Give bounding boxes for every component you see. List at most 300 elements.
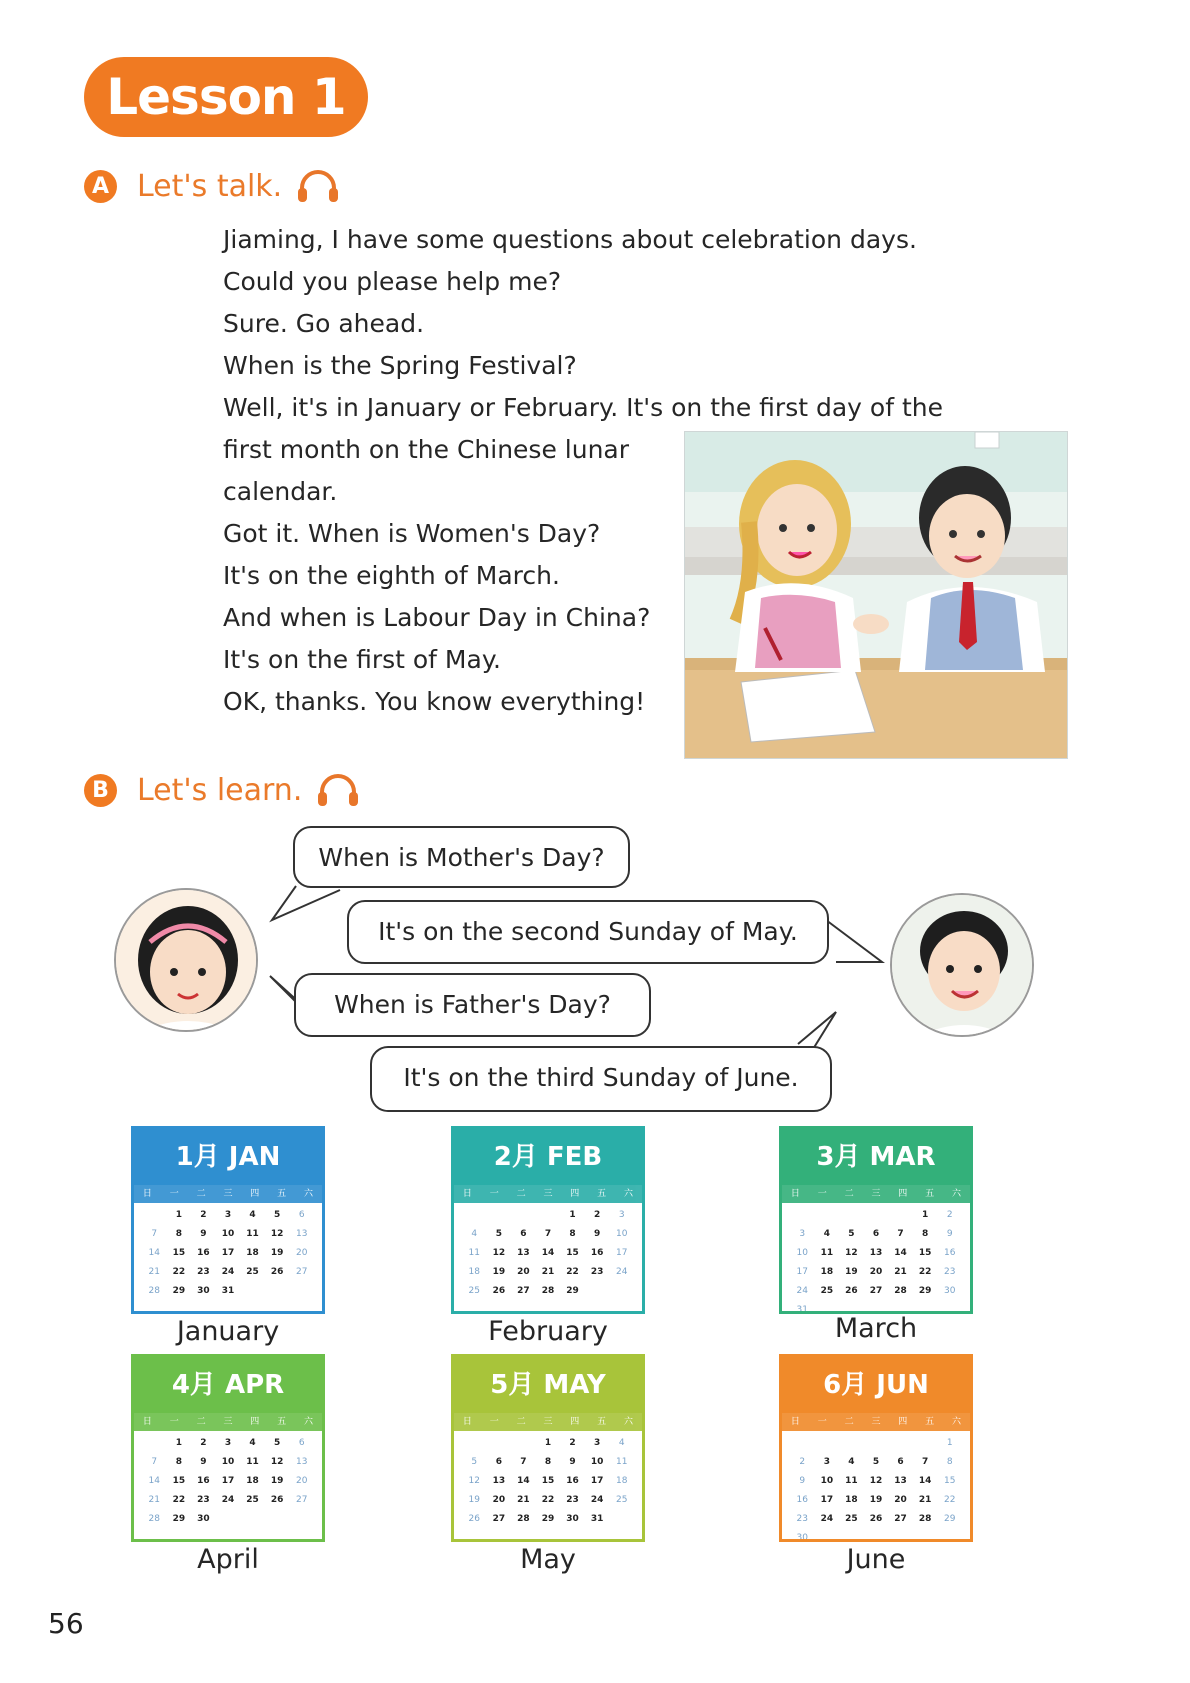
calendar-date: 11: [246, 1457, 259, 1467]
calendar-date: 24: [615, 1267, 628, 1277]
weekday-label: 二: [844, 1189, 854, 1199]
calendar-date: 4: [249, 1210, 256, 1220]
calendar-date: 15: [566, 1248, 579, 1258]
calendar-date: 18: [468, 1267, 480, 1277]
calendar-date: 25: [615, 1495, 628, 1505]
calendar-may: [451, 1354, 645, 1542]
weekday-label: 六: [951, 1189, 961, 1199]
calendar-date: 2: [200, 1210, 207, 1220]
calendar-dates: [134, 1203, 322, 1300]
calendar-date: 22: [541, 1495, 555, 1505]
calendar-date: 26: [270, 1495, 284, 1505]
calendar-date: 27: [492, 1514, 506, 1524]
month-label-june: June: [846, 1544, 906, 1575]
weekday-label: 五: [925, 1417, 935, 1427]
calendar-date: 23: [796, 1514, 808, 1524]
calendar-date: 19: [468, 1495, 480, 1505]
calendar-date: 18: [615, 1476, 628, 1486]
calendar-date: 5: [274, 1210, 281, 1220]
calendar-date: 10: [615, 1229, 628, 1239]
calendar-weekdays: [134, 1185, 322, 1203]
weekday-label: 三: [223, 1189, 233, 1199]
calendar-date: 8: [175, 1457, 182, 1467]
calendar-date: 22: [172, 1495, 186, 1505]
calendar-date: 1: [175, 1438, 182, 1448]
section-b-title: Let's learn.: [137, 772, 303, 808]
calendar-date: 28: [918, 1514, 932, 1524]
calendar-date: 15: [541, 1476, 555, 1486]
calendar-date: 22: [566, 1267, 579, 1277]
calendar-date: 7: [544, 1229, 552, 1239]
girl-avatar: [114, 888, 258, 1032]
calendar-date: 6: [298, 1438, 305, 1448]
calendar-date: 13: [492, 1476, 506, 1486]
calendar-header: 3月 MAR: [782, 1129, 970, 1185]
calendar-blank: [487, 1434, 512, 1452]
calendar-blank: [815, 1434, 840, 1452]
weekday-label: 四: [898, 1189, 908, 1199]
calendar-date: 24: [820, 1514, 834, 1524]
weekday-label: 二: [196, 1189, 206, 1199]
calendar-date: 10: [221, 1457, 235, 1467]
calendar-date: 4: [823, 1229, 830, 1239]
calendar-date: 1: [544, 1438, 552, 1448]
weekday-label: 二: [516, 1417, 526, 1427]
weekday-label: 四: [250, 1417, 260, 1427]
boy-avatar: [890, 893, 1034, 1037]
calendar-date: 22: [172, 1267, 186, 1277]
calendar-date: 14: [541, 1248, 555, 1258]
calendar-date: 17: [796, 1267, 808, 1277]
calendar-date: 5: [471, 1457, 478, 1467]
speech: Got it. When is Women's Day?: [223, 519, 601, 548]
calendar-date: 8: [569, 1229, 576, 1239]
calendar-blank: [487, 1206, 512, 1224]
calendar-header: 6月 JUN: [782, 1357, 970, 1413]
calendar-date: 27: [295, 1267, 308, 1277]
calendar-date: 21: [541, 1267, 555, 1277]
speech: When is the Spring Festival?: [223, 351, 577, 380]
calendar-february: [451, 1126, 645, 1314]
weekday-label: 日: [462, 1189, 472, 1199]
boy-face-image: [892, 895, 1034, 1037]
calendar-date: 6: [872, 1229, 880, 1239]
speech: OK, thanks. You know everything!: [223, 687, 646, 716]
calendar-dates: [134, 1431, 322, 1528]
calendar-date: 10: [820, 1476, 834, 1486]
calendar-date: 2: [200, 1438, 207, 1448]
calendar-date: 1: [922, 1210, 929, 1220]
calendar-date: 2: [594, 1210, 601, 1220]
calendar-date: 14: [148, 1248, 160, 1258]
calendar-date: 28: [148, 1286, 160, 1296]
calendar-date: 20: [295, 1476, 308, 1486]
calendar-date: 3: [618, 1210, 625, 1220]
calendar-date: 8: [544, 1457, 552, 1467]
page-number: 56: [48, 1607, 84, 1640]
calendar-date: 25: [820, 1286, 834, 1296]
calendar-date: 30: [566, 1514, 579, 1524]
calendar-date: 14: [918, 1476, 932, 1486]
speech: first month on the Chinese lunar: [223, 435, 630, 464]
calendar-date: 12: [270, 1229, 284, 1239]
calendar-date: 5: [848, 1229, 855, 1239]
calendar-date: 21: [148, 1495, 160, 1505]
calendar-date: 24: [221, 1495, 235, 1505]
calendar-dates: [454, 1431, 642, 1528]
calendar-date: 18: [845, 1495, 858, 1505]
calendar-date: 31: [796, 1305, 808, 1314]
weekday-label: 日: [142, 1417, 152, 1427]
speech: It's on the first of May.: [223, 645, 501, 674]
calendar-date: 27: [517, 1286, 530, 1296]
weekday-label: 六: [303, 1189, 313, 1199]
calendar-date: 27: [894, 1514, 907, 1524]
weekday-label: 三: [543, 1189, 553, 1199]
weekday-label: 一: [169, 1189, 179, 1199]
speech-bubble-question-2: When is Father's Day?: [294, 973, 651, 1037]
calendar-date: 29: [172, 1286, 186, 1296]
weekday-label: 二: [844, 1417, 854, 1427]
speech: It's on the eighth of March.: [223, 561, 560, 590]
calendar-date: 21: [918, 1495, 932, 1505]
speech: And when is Labour Day in China?: [223, 603, 651, 632]
calendar-weekdays: [454, 1185, 642, 1203]
calendar-date: 23: [943, 1267, 956, 1277]
calendar-date: 4: [249, 1438, 256, 1448]
calendar-blank: [511, 1206, 536, 1224]
calendar-date: 5: [872, 1457, 880, 1467]
calendar-date: 11: [468, 1248, 480, 1258]
calendar-date: 25: [845, 1514, 858, 1524]
calendar-blank: [839, 1434, 864, 1452]
calendar-june: [779, 1354, 973, 1542]
month-label-march: March: [834, 1313, 918, 1344]
calendar-header: 2月 FEB: [454, 1129, 642, 1185]
section-a-title: Let's talk.: [137, 168, 283, 204]
calendar-date: 12: [270, 1457, 284, 1467]
calendar-date: 15: [943, 1476, 956, 1486]
calendar-date: 15: [172, 1476, 186, 1486]
weekday-label: 一: [169, 1417, 179, 1427]
calendar-date: 20: [894, 1495, 907, 1505]
calendar-blank: [511, 1434, 536, 1452]
calendar-date: 11: [845, 1476, 858, 1486]
calendar-date: 21: [894, 1267, 907, 1277]
calendar-blank: [888, 1206, 913, 1224]
weekday-label: 四: [898, 1417, 908, 1427]
calendar-date: 19: [270, 1476, 284, 1486]
calendar-date: 21: [517, 1495, 530, 1505]
calendar-january: [131, 1126, 325, 1314]
calendar-blank: [790, 1434, 815, 1452]
weekday-label: 三: [543, 1417, 553, 1427]
weekday-label: 六: [303, 1417, 313, 1427]
section-a-letter: A: [84, 170, 117, 203]
weekday-label: 六: [951, 1417, 961, 1427]
weekday-label: 五: [597, 1189, 607, 1199]
calendar-date: 4: [618, 1438, 625, 1448]
calendar-blank: [913, 1434, 938, 1452]
speech: Jiaming, I have some questions about celebration days.: [223, 225, 917, 254]
speech-bubble-answer-1: It's on the second Sunday of May.: [347, 900, 829, 964]
calendar-weekdays: [782, 1413, 970, 1431]
calendar-date: 12: [492, 1248, 506, 1258]
weekday-label: 日: [462, 1417, 472, 1427]
weekday-label: 一: [817, 1417, 827, 1427]
calendar-date: 28: [894, 1286, 907, 1296]
calendar-date: 28: [517, 1514, 530, 1524]
calendar-date: 23: [590, 1267, 604, 1277]
calendar-date: 6: [298, 1210, 305, 1220]
calendar-date: 8: [946, 1457, 953, 1467]
calendar-date: 9: [594, 1229, 601, 1239]
calendar-date: 9: [569, 1457, 576, 1467]
calendar-date: 20: [517, 1267, 530, 1277]
calendar-date: 1: [175, 1210, 182, 1220]
calendar-blank: [142, 1206, 167, 1224]
calendar-date: 2: [946, 1210, 953, 1220]
calendar-blank: [462, 1434, 487, 1452]
calendar-date: 11: [615, 1457, 628, 1467]
weekday-label: 一: [817, 1189, 827, 1199]
calendar-weekdays: [454, 1413, 642, 1431]
calendar-date: 13: [869, 1248, 883, 1258]
calendar-date: 1: [946, 1438, 953, 1448]
calendar-date: 17: [820, 1495, 834, 1505]
calendar-date: 7: [520, 1457, 527, 1467]
weekday-label: 四: [570, 1189, 580, 1199]
calendar-dates: [782, 1203, 970, 1314]
calendar-date: 24: [221, 1267, 235, 1277]
calendar-blank: [142, 1434, 167, 1452]
weekday-label: 日: [142, 1189, 152, 1199]
calendar-date: 16: [197, 1476, 210, 1486]
calendar-date: 16: [197, 1248, 210, 1258]
weekday-label: 三: [871, 1417, 881, 1427]
section-b-letter: B: [84, 774, 117, 807]
calendar-date: 20: [869, 1267, 883, 1277]
calendar-date: 11: [246, 1229, 259, 1239]
calendar-april: [131, 1354, 325, 1542]
month-label-may: May: [520, 1544, 576, 1575]
calendar-dates: [782, 1431, 970, 1542]
calendar-blank: [462, 1206, 487, 1224]
calendar-date: 6: [495, 1457, 502, 1467]
calendar-blank: [888, 1434, 913, 1452]
calendar-date: 31: [221, 1286, 235, 1296]
weekday-label: 五: [597, 1417, 607, 1427]
calendar-date: 16: [796, 1495, 808, 1505]
speech: Well, it's in January or February. It's on the first day of the: [223, 393, 943, 422]
calendar-date: 24: [590, 1495, 604, 1505]
calendar-date: 12: [468, 1476, 480, 1486]
calendar-date: 16: [590, 1248, 604, 1258]
calendar-date: 17: [221, 1248, 235, 1258]
calendar-date: 29: [172, 1514, 186, 1524]
calendar-date: 25: [468, 1286, 480, 1296]
calendar-date: 6: [520, 1229, 527, 1239]
calendar-date: 7: [897, 1229, 904, 1239]
speech: Sure. Go ahead.: [223, 309, 425, 338]
calendar-date: 7: [922, 1457, 929, 1467]
calendar-date: 4: [848, 1457, 855, 1467]
calendar-date: 19: [869, 1495, 883, 1505]
weekday-label: 二: [196, 1417, 206, 1427]
calendar-date: 30: [197, 1514, 210, 1524]
calendar-date: 30: [197, 1286, 210, 1296]
calendar-blank: [864, 1434, 889, 1452]
calendar-date: 1: [569, 1210, 576, 1220]
calendar-blank: [864, 1206, 889, 1224]
calendar-date: 25: [246, 1267, 259, 1277]
calendar-date: 12: [845, 1248, 858, 1258]
calendar-date: 13: [894, 1476, 907, 1486]
calendar-date: 10: [590, 1457, 604, 1467]
calendar-blank: [839, 1206, 864, 1224]
calendar-date: 10: [221, 1229, 235, 1239]
calendar-date: 15: [172, 1248, 186, 1258]
calendar-date: 28: [148, 1514, 160, 1524]
calendar-date: 23: [566, 1495, 579, 1505]
calendar-date: 26: [869, 1514, 883, 1524]
calendar-date: 9: [200, 1457, 207, 1467]
calendar-date: 5: [495, 1229, 502, 1239]
calendar-date: 2: [569, 1438, 576, 1448]
calendar-date: 8: [922, 1229, 929, 1239]
calendar-date: 22: [943, 1495, 956, 1505]
weekday-label: 五: [925, 1189, 935, 1199]
weekday-label: 日: [790, 1189, 800, 1199]
calendar-date: 18: [246, 1476, 259, 1486]
calendar-date: 28: [541, 1286, 555, 1296]
calendar-date: 24: [796, 1286, 808, 1296]
calendar-date: 20: [295, 1248, 308, 1258]
calendar-date: 9: [799, 1476, 806, 1486]
calendar-date: 29: [541, 1514, 555, 1524]
weekday-label: 四: [250, 1189, 260, 1199]
calendar-date: 23: [197, 1495, 210, 1505]
weekday-label: 五: [277, 1189, 287, 1199]
calendar-weekdays: [782, 1185, 970, 1203]
calendar-date: 9: [946, 1229, 953, 1239]
calendar-date: 3: [823, 1457, 830, 1467]
calendar-date: 27: [869, 1286, 883, 1296]
calendar-date: 12: [869, 1476, 883, 1486]
calendar-date: 11: [820, 1248, 834, 1258]
calendar-date: 3: [799, 1229, 806, 1239]
calendar-date: 26: [845, 1286, 858, 1296]
weekday-label: 二: [516, 1189, 526, 1199]
calendar-march: [779, 1126, 973, 1314]
weekday-label: 三: [223, 1417, 233, 1427]
calendar-date: 29: [566, 1286, 579, 1296]
calendar-date: 22: [918, 1267, 932, 1277]
calendar-date: 10: [796, 1248, 808, 1258]
weekday-label: 六: [623, 1417, 633, 1427]
calendar-header: 5月 MAY: [454, 1357, 642, 1413]
calendar-date: 3: [594, 1438, 601, 1448]
calendar-date: 18: [820, 1267, 834, 1277]
speech-bubble-question-1: When is Mother's Day?: [293, 826, 630, 888]
weekday-label: 日: [790, 1417, 800, 1427]
calendar-date: 16: [943, 1248, 956, 1258]
calendar-date: 23: [197, 1267, 210, 1277]
calendar-date: 4: [471, 1229, 478, 1239]
calendar-date: 14: [148, 1476, 160, 1486]
calendar-date: 26: [492, 1286, 506, 1296]
calendar-date: 30: [943, 1286, 956, 1296]
month-label-february: February: [488, 1316, 608, 1347]
calendar-date: 14: [517, 1476, 530, 1486]
calendar-date: 30: [796, 1533, 808, 1542]
calendar-date: 25: [246, 1495, 259, 1505]
calendar-date: 3: [224, 1210, 232, 1220]
calendar-date: 19: [492, 1267, 506, 1277]
girl-face-image: [116, 890, 258, 1032]
calendar-date: 16: [566, 1476, 579, 1486]
calendar-date: 7: [151, 1457, 158, 1467]
calendar-blank: [815, 1206, 840, 1224]
month-label-january: January: [176, 1316, 280, 1347]
calendar-date: 26: [468, 1514, 480, 1524]
calendar-date: 21: [148, 1267, 160, 1277]
calendar-date: 6: [897, 1457, 904, 1467]
calendar-blank: [536, 1206, 561, 1224]
calendar-header: 1月 JAN: [134, 1129, 322, 1185]
lesson-title: Lesson 1: [84, 57, 368, 137]
calendar-date: 19: [270, 1248, 284, 1258]
speech: calendar.: [223, 477, 338, 506]
weekday-label: 一: [489, 1189, 499, 1199]
speech: Could you please help me?: [223, 267, 562, 296]
calendar-date: 31: [590, 1514, 604, 1524]
calendar-date: 2: [799, 1457, 806, 1467]
calendar-date: 29: [918, 1286, 932, 1296]
weekday-label: 五: [277, 1417, 287, 1427]
calendar-date: 29: [943, 1514, 956, 1524]
calendar-date: 26: [270, 1267, 284, 1277]
calendar-date: 17: [615, 1248, 628, 1258]
calendar-date: 13: [295, 1229, 308, 1239]
calendar-header: 4月 APR: [134, 1357, 322, 1413]
calendar-weekdays: [134, 1413, 322, 1431]
calendar-date: 5: [274, 1438, 281, 1448]
calendar-date: 20: [492, 1495, 506, 1505]
weekday-label: 六: [623, 1189, 633, 1199]
calendar-date: 13: [295, 1457, 308, 1467]
speech-bubble-answer-2: It's on the third Sunday of June.: [370, 1046, 832, 1112]
weekday-label: 四: [570, 1417, 580, 1427]
calendar-date: 8: [175, 1229, 182, 1239]
calendar-date: 17: [590, 1476, 604, 1486]
calendar-date: 9: [200, 1229, 207, 1239]
calendar-date: 18: [246, 1248, 259, 1258]
month-label-april: April: [197, 1544, 259, 1575]
calendar-dates: [454, 1203, 642, 1300]
calendar-date: 14: [894, 1248, 907, 1258]
weekday-label: 三: [871, 1189, 881, 1199]
calendar-date: 17: [221, 1476, 235, 1486]
calendar-blank: [790, 1206, 815, 1224]
calendar-date: 3: [224, 1438, 232, 1448]
calendar-date: 15: [918, 1248, 932, 1258]
calendar-date: 7: [151, 1229, 158, 1239]
calendar-date: 27: [295, 1495, 308, 1505]
weekday-label: 一: [489, 1417, 499, 1427]
calendar-date: 13: [517, 1248, 530, 1258]
calendar-date: 19: [845, 1267, 858, 1277]
